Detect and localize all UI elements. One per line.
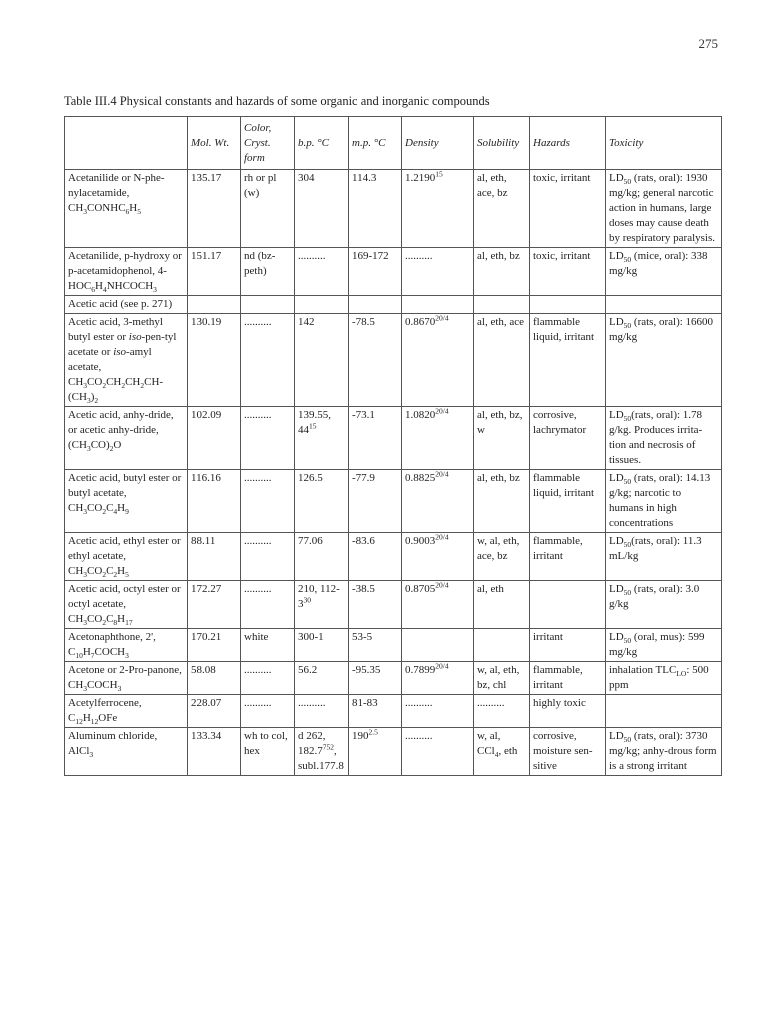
cell-color-form: .......... (241, 695, 295, 728)
cell-compound: Aluminum chloride, AlCl$_3$ (65, 728, 188, 776)
cell-hazards: irritant (530, 629, 606, 662)
cell-density: .......... (402, 248, 474, 296)
table-row (65, 533, 722, 581)
cell-density: $0.8705^{20/4}$ (402, 581, 474, 629)
cell-compound: Acetylferrocene, $C_{12}H_{12}OFe$ (65, 695, 188, 728)
cell-compound: Acetic acid, octyl ester or octyl acetate, $CH_3CO_2C_8H_{17}$ (65, 581, 188, 629)
table-row (65, 170, 722, 248)
cell-mol-wt: 58.08 (188, 662, 241, 695)
cell-mp: -73.1 (349, 407, 402, 470)
cell-color-form (241, 296, 295, 314)
table-row (65, 296, 722, 314)
cell-mol-wt: 102.09 (188, 407, 241, 470)
cell-bp: d 262, 182.7$^{752}$, subl.177.8 (295, 728, 349, 776)
cell-density: $0.8825^{20/4}$ (402, 470, 474, 533)
cell-bp: .......... (295, 248, 349, 296)
cell-color-form: .......... (241, 662, 295, 695)
cell-compound: Acetic acid, butyl ester or butyl acetate, $CH_3CO_2C_4H_9$ (65, 470, 188, 533)
cell-density: .......... (402, 695, 474, 728)
cell-hazards: highly toxic (530, 695, 606, 728)
table-row (65, 662, 722, 695)
cell-toxicity (606, 695, 722, 728)
header-toxicity: Toxicity (606, 117, 722, 170)
cell-toxicity (606, 296, 722, 314)
cell-hazards: flammable liquid, irritant (530, 314, 606, 407)
cell-density (402, 629, 474, 662)
table-row (65, 728, 722, 776)
cell-density: .......... (402, 728, 474, 776)
header-solubility: Solubility (474, 117, 530, 170)
cell-color-form: nd (bz-peth) (241, 248, 295, 296)
cell-color-form: .......... (241, 407, 295, 470)
cell-solubility (474, 629, 530, 662)
cell-toxicity: $LD_{50}(rats$, oral): 1.78 g/kg. Produces irrita-tion and necrosis of tissues. (606, 407, 722, 470)
cell-color-form: .......... (241, 581, 295, 629)
cell-color-form: white (241, 629, 295, 662)
cell-mp: 81-83 (349, 695, 402, 728)
cell-toxicity: $LD_{50}$ (oral, mus): 599 mg/kg (606, 629, 722, 662)
header-density: Density (402, 117, 474, 170)
table-row (65, 314, 722, 407)
cell-bp: 77.06 (295, 533, 349, 581)
cell-solubility: w, al, eth, ace, bz (474, 533, 530, 581)
cell-hazards: flammable, irritant (530, 533, 606, 581)
cell-color-form: .......... (241, 314, 295, 407)
cell-toxicity: $LD_{50}(rats$, oral): 11.3 mL/kg (606, 533, 722, 581)
cell-solubility: w, al, eth, bz, chl (474, 662, 530, 695)
cell-toxicity: $LD_{50}$ (rats, oral): 16600 mg/kg (606, 314, 722, 407)
header-color-form: Color, Cryst. form (241, 117, 295, 170)
cell-color-form: rh or pl (w) (241, 170, 295, 248)
cell-hazards (530, 296, 606, 314)
cell-mp (349, 296, 402, 314)
table-body (65, 170, 722, 776)
cell-density: $0.8670^{20/4}$ (402, 314, 474, 407)
cell-bp: 56.2 (295, 662, 349, 695)
cell-mol-wt: 228.07 (188, 695, 241, 728)
header-mp: m.p. °C (349, 117, 402, 170)
table-row (65, 629, 722, 662)
physical-constants-table (64, 116, 722, 776)
cell-density (402, 296, 474, 314)
header-hazards: Hazards (530, 117, 606, 170)
cell-mp: -77.9 (349, 470, 402, 533)
cell-density: $0.9003^{20/4}$ (402, 533, 474, 581)
cell-mol-wt: 88.11 (188, 533, 241, 581)
cell-color-form: .......... (241, 533, 295, 581)
cell-mp: -83.6 (349, 533, 402, 581)
table-row (65, 470, 722, 533)
cell-compound: Acetanilide or N-phe-nylacetamide, $CH_3CONHC_6H_5$ (65, 170, 188, 248)
cell-mp: 169-172 (349, 248, 402, 296)
cell-mol-wt: 116.16 (188, 470, 241, 533)
cell-color-form: .......... (241, 470, 295, 533)
cell-bp (295, 296, 349, 314)
cell-mp: -95.35 (349, 662, 402, 695)
cell-solubility: al, eth, bz (474, 470, 530, 533)
cell-bp: 139.55, $44^{15}$ (295, 407, 349, 470)
cell-color-form: wh to col, hex (241, 728, 295, 776)
table-header-row (65, 117, 722, 170)
cell-toxicity: $LD_{50}$ (rats, oral): 1930 mg/kg; general narcotic action in humans, large doses may cause death by respiratory paralysis. (606, 170, 722, 248)
cell-solubility: .......... (474, 695, 530, 728)
cell-mp: $190^{2.5}$ (349, 728, 402, 776)
cell-mp: -38.5 (349, 581, 402, 629)
cell-solubility: al, eth (474, 581, 530, 629)
cell-compound: Acetic acid, anhy-dride, or acetic anhy-dride, $(CH_3CO)_2O$ (65, 407, 188, 470)
cell-solubility: al, eth, ace, bz (474, 170, 530, 248)
cell-mol-wt: 170.21 (188, 629, 241, 662)
table-row (65, 248, 722, 296)
cell-density: $1.0820^{20/4}$ (402, 407, 474, 470)
cell-mp: 114.3 (349, 170, 402, 248)
table-row (65, 695, 722, 728)
cell-toxicity: $LD_{50}$ (rats, oral): 3730 mg/kg; anhy-drous form is a strong irritant (606, 728, 722, 776)
cell-hazards: toxic, irritant (530, 170, 606, 248)
cell-mp: 53-5 (349, 629, 402, 662)
cell-compound: Acetonaphthone, 2', $C_{10}H_7COCH_3$ (65, 629, 188, 662)
table-row (65, 581, 722, 629)
cell-toxicity: $LD_{50}$ (rats, oral): 3.0 g/kg (606, 581, 722, 629)
cell-hazards (530, 581, 606, 629)
cell-solubility: w, al, CCl$_4$, eth (474, 728, 530, 776)
cell-bp: .......... (295, 695, 349, 728)
cell-hazards: flammable liquid, irritant (530, 470, 606, 533)
cell-density: $0.7899^{20/4}$ (402, 662, 474, 695)
page-number: 275 (698, 36, 718, 51)
cell-toxicity: $LD_{50}$ (mice, oral): 338 mg/kg (606, 248, 722, 296)
cell-solubility: al, eth, ace (474, 314, 530, 407)
table-row (65, 407, 722, 470)
table-caption: Table III.4 Physical constants and hazards of some organic and inorganic compounds (64, 94, 490, 108)
cell-bp: 126.5 (295, 470, 349, 533)
cell-mp: -78.5 (349, 314, 402, 407)
header-bp: b.p. °C (295, 117, 349, 170)
cell-solubility (474, 296, 530, 314)
header-compound (65, 117, 188, 170)
cell-toxicity: $LD_{50}$ (rats, oral): 14.13 g/kg; narcotic to humans in high concentrations (606, 470, 722, 533)
cell-compound: Acetic acid, ethyl ester or ethyl acetate, $CH_3CO_2C_2H_5$ (65, 533, 188, 581)
cell-compound: Acetanilide, p-hydroxy or p-acetamidophenol, $4-HOC_6H_4NHCOCH_3$ (65, 248, 188, 296)
cell-mol-wt: 172.27 (188, 581, 241, 629)
cell-bp: 300-1 (295, 629, 349, 662)
cell-compound: Acetone or 2-Pro-panone, $CH_3COCH_3$ (65, 662, 188, 695)
cell-hazards: corrosive, moisture sen-sitive (530, 728, 606, 776)
cell-hazards: toxic, irritant (530, 248, 606, 296)
cell-mol-wt: 151.17 (188, 248, 241, 296)
cell-mol-wt: 133.34 (188, 728, 241, 776)
cell-density: 1.2190$^{15}$ (402, 170, 474, 248)
cell-compound: Acetic acid, 3-methyl butyl ester or iso-pen-tyl acetate or iso-amyl acetate, $CH_3CO_2CH_2CH_2CH-(CH_3)_2$ (65, 314, 188, 407)
cell-solubility: al, eth, bz (474, 248, 530, 296)
header-mol-wt: Mol. Wt. (188, 117, 241, 170)
cell-bp: 142 (295, 314, 349, 407)
cell-compound: Acetic acid (see p. 271) (65, 296, 188, 314)
cell-hazards: corrosive, lachrymator (530, 407, 606, 470)
cell-solubility: al, eth, bz, w (474, 407, 530, 470)
cell-mol-wt: 130.19 (188, 314, 241, 407)
cell-bp: 304 (295, 170, 349, 248)
cell-hazards: flammable, irritant (530, 662, 606, 695)
cell-bp: 210, $112-3^{30}$ (295, 581, 349, 629)
cell-mol-wt: 135.17 (188, 170, 241, 248)
cell-mol-wt (188, 296, 241, 314)
cell-toxicity: inhalation $TLC_{LO}$: 500 ppm (606, 662, 722, 695)
